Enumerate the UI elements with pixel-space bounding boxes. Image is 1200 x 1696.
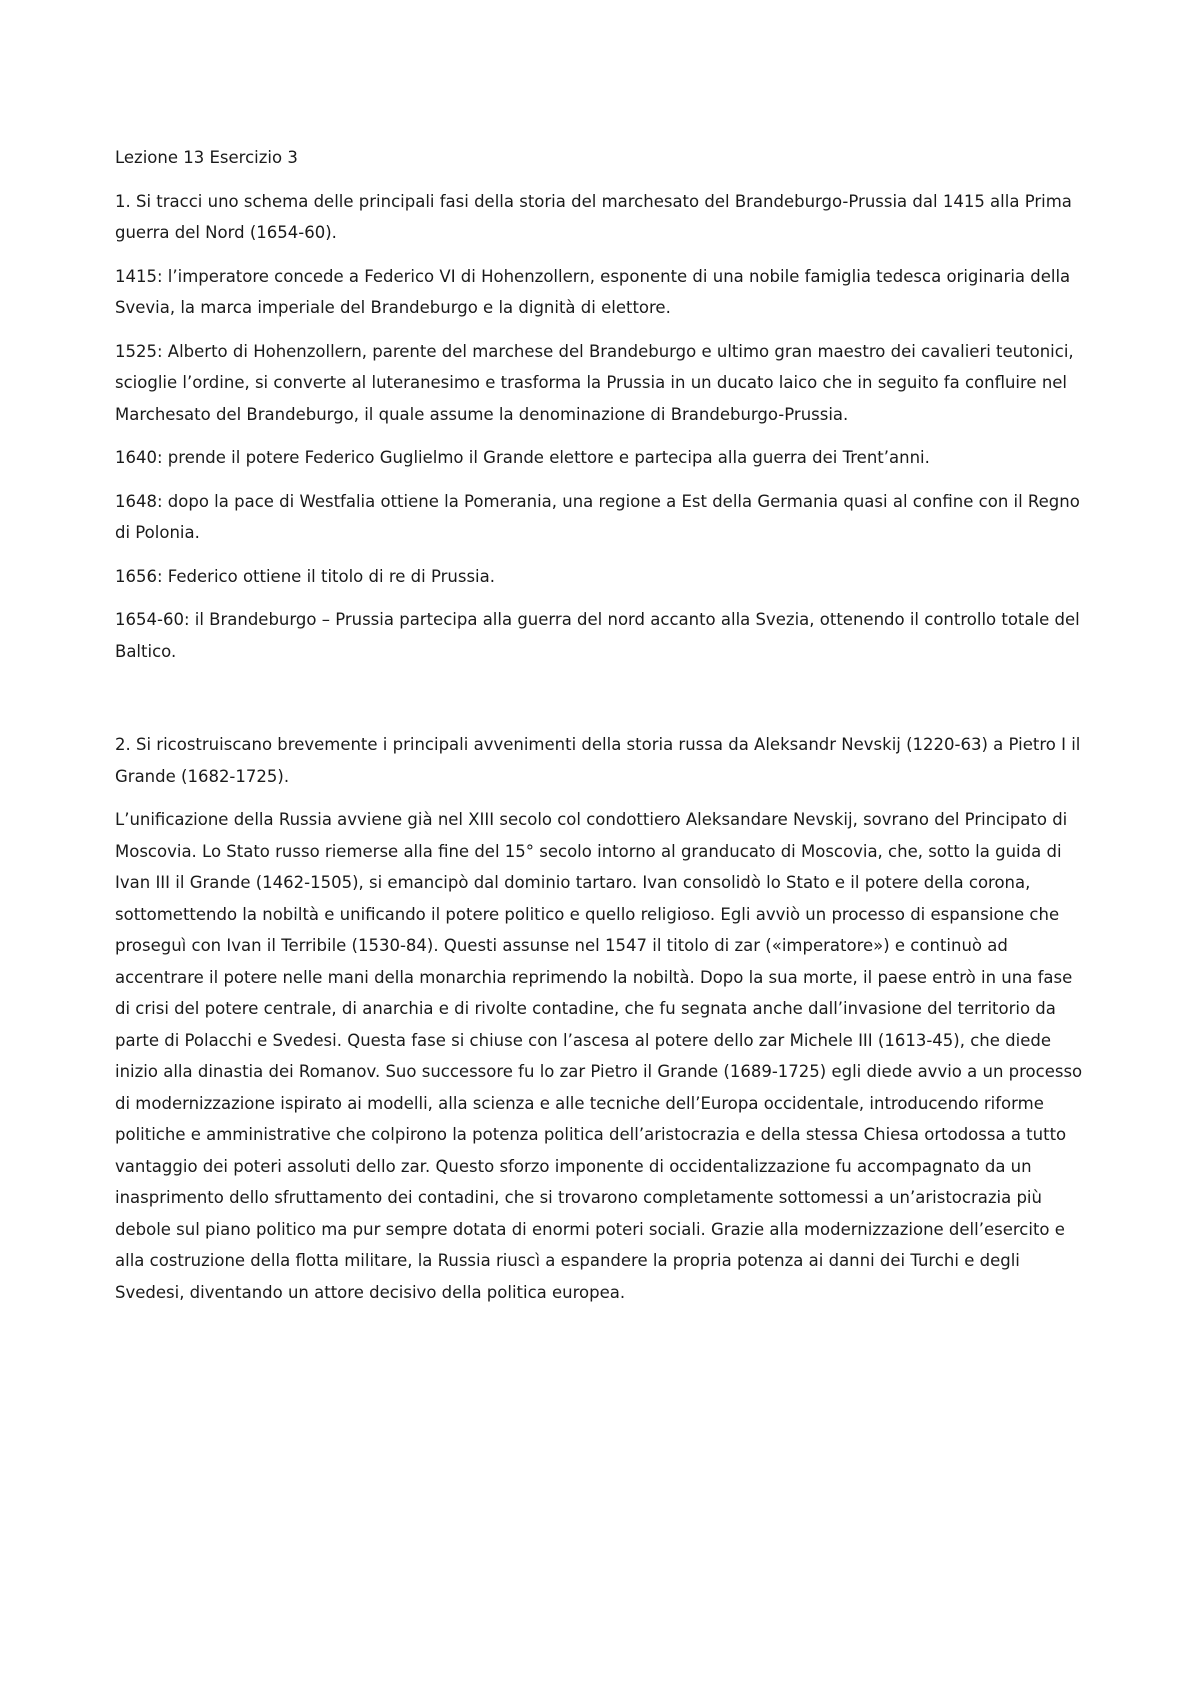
question-1: 1. Si tracci uno schema delle principali fasi della storia del marchesato del Brandeburgo-Prussia dal 1415 alla Prima guerra del Nord (1654-60). (115, 191, 1072, 242)
timeline-entry-1654-60: 1654-60: il Brandeburgo – Prussia partecipa alla guerra del nord accanto alla Svezia, ottenendo il controllo totale del Baltico. (115, 610, 1080, 661)
timeline-entry-1648: 1648: dopo la pace di Westfalia ottiene la Pomerania, una regione a Est della Germania quasi al confine con il Regno di Polonia. (115, 491, 1080, 542)
timeline-entry-1415: 1415: l’imperatore concede a Federico VI di Hohenzollern, esponente di una nobile famiglia tedesca originaria della Svevia, la marca imperiale del Brandeburgo e la dignità di elettore. (115, 266, 1071, 317)
answer-2: L’unificazione della Russia avviene già nel XIII secolo col condottiero Aleksandare Nevskij, sovrano del Principato di Moscovia. Lo Stato russo riemerse alla fine del 15° secolo intorno al granducato di Moscovia, che, sotto la guida di Ivan III il Grande (1462-1505), si emancipò dal dominio tartaro. Ivan consolidò lo Stato e il potere della corona, sottomettendo la nobiltà e unificando il potere politico e quello religioso. Egli avviò un processo di espansione che proseguì con Ivan il Terribile (1530-84). Questi assunse nel 1547 il titolo di zar («imperatore») e continuò ad accentrare il potere nelle mani della monarchia reprimendo la nobiltà. Dopo la sua morte, il paese entrò in una fase di crisi del potere centrale, di anarchia e di rivolte contadine, che fu segnata anche dall’invasione del territorio da parte di Polacchi e Svedesi. Questa fase si chiuse con l’ascesa al potere dello zar Michele III (1613-45), che diede inizio alla dinastia dei Romanov. Suo successore fu lo zar Pietro il Grande (1689-1725) egli diede avvio a un processo di modernizzazione ispirato ai modelli, alla scienza e alle tecniche dell’Europa occidentale, introducendo riforme politiche e amministrative che colpirono la potenza politica dell’aristocrazia e della stessa Chiesa ortodossa a tutto vantaggio dei poteri assoluti dello zar. Questo sforzo imponente di occidentalizzazione fu accompagnato da un inasprimento dello sfruttamento dei contadini, che si trovarono completamente sottomessi a un’aristocrazia più debole sul piano politico ma pur sempre dotata di enormi poteri sociali. Grazie alla modernizzazione dell’esercito e alla costruzione della flotta militare, la Russia riuscì a espandere la propria potenza ai danni dei Turchi e degli Svedesi, diventando un attore decisivo della politica europea. (115, 810, 1083, 1302)
section-spacer (115, 679, 1090, 729)
timeline-entry-1656: 1656: Federico ottiene il titolo di re di Prussia. (115, 566, 495, 586)
timeline-entry-1640: 1640: prende il potere Federico Guglielmo il Grande elettore e partecipa alla guerra dei Trent’anni. (115, 448, 930, 467)
document-title: Lezione 13 Esercizio 3 (115, 148, 298, 167)
question-2: 2. Si ricostruiscano brevemente i principali avvenimenti della storia russa da Aleksandr Nevskij (1220-63) a Pietro I il Grande (1682-1725). (115, 735, 1081, 786)
timeline-entry-1525: 1525: Alberto di Hohenzollern, parente del marchese del Brandeburgo e ultimo gran maestro dei cavalieri teutonici, scioglie l’ordine, si converte al luteranesimo e trasforma la Prussia in un ducato laico che in seguito fa confluire nel Marchesato del Brandeburgo, il quale assume la denominazione di Brandeburgo-Prussia. (115, 341, 1074, 424)
document-page (115, 142, 1090, 1320)
